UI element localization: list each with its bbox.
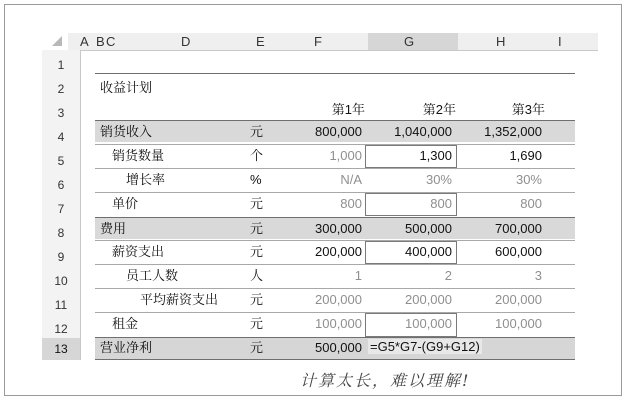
cell-f10[interactable]: 1 [354,268,362,283]
cell-g5[interactable]: 1,300 [419,148,452,163]
cell-h10[interactable]: 3 [534,268,542,283]
cell-g13-formula-edit[interactable]: =G5*G7-(G9+G12) [370,339,480,354]
cell-h11[interactable]: 200,000 [495,292,542,307]
row-header-8[interactable]: 8 [57,226,65,240]
label-salary-expense[interactable]: 薪资支出 [112,244,165,259]
row-header-13[interactable]: 13 [42,338,80,360]
line-r13-bottom [95,359,575,360]
line-r9-top [95,240,575,241]
cell-g8[interactable]: 500,000 [405,221,452,236]
line-r4-top [95,120,575,121]
label-sales-revenue[interactable]: 销货收入 [100,124,153,139]
year-2-header[interactable]: 第2年 [422,102,456,117]
line-r6-top [95,168,575,169]
cell-h7[interactable]: 800 [520,196,542,211]
row-header-4[interactable]: 4 [57,130,65,144]
row-header-12[interactable]: 12 [54,322,68,336]
cell-g10[interactable]: 2 [444,268,452,283]
cell-g12[interactable]: 100,000 [405,316,452,331]
row-header-1[interactable]: 1 [57,58,65,72]
cell-f13[interactable]: 500,000 [315,340,362,355]
label-expenses[interactable]: 费用 [100,221,127,236]
label-operating-profit[interactable]: 营业净利 [100,340,153,355]
line-r5-top [95,144,575,145]
cell-f6[interactable]: N/A [340,172,362,187]
handwritten-note: 计算太长，难以理解! [300,371,471,390]
cell-h9[interactable]: 600,000 [495,244,542,259]
unit-r4[interactable]: 元 [250,124,264,139]
row-header-7[interactable]: 7 [57,202,65,216]
line-r10-top [95,264,575,265]
row-header-10[interactable]: 10 [54,274,68,288]
unit-r5[interactable]: 个 [250,148,264,163]
unit-r10[interactable]: 人 [250,268,264,283]
row-header-2[interactable]: 2 [57,82,65,96]
cell-f12[interactable]: 100,000 [315,316,362,331]
col-header-c[interactable]: C [106,34,116,49]
cell-f7[interactable]: 800 [340,196,362,211]
unit-r12[interactable]: 元 [250,316,264,331]
cell-g4[interactable]: 1,040,000 [394,124,452,139]
label-growth-rate[interactable]: 增长率 [126,172,166,187]
unit-r9[interactable]: 元 [250,244,264,259]
cell-h12[interactable]: 100,000 [495,316,542,331]
cell-g11[interactable]: 200,000 [405,292,452,307]
cell-g9[interactable]: 400,000 [405,244,452,259]
label-headcount[interactable]: 员工人数 [126,268,179,283]
column-header-bar [68,33,598,51]
cell-f9[interactable]: 200,000 [315,244,362,259]
cell-f5[interactable]: 1,000 [329,148,362,163]
unit-r8[interactable]: 元 [250,221,264,236]
col-header-f[interactable]: F [314,34,322,49]
unit-r11[interactable]: 元 [250,292,264,307]
col-header-a[interactable]: A [80,34,89,49]
row-header-5[interactable]: 5 [57,154,65,168]
row-header-6[interactable]: 6 [57,178,65,192]
cell-g7[interactable]: 800 [430,196,452,211]
label-rent[interactable]: 租金 [112,316,139,331]
line-r8-top [95,217,575,218]
cell-f4[interactable]: 800,000 [315,124,362,139]
row-header-11[interactable]: 11 [54,298,68,312]
line-r13-top [95,337,575,338]
col-header-e[interactable]: E [256,34,265,49]
year-1-header[interactable]: 第1年 [331,102,365,117]
cell-h8[interactable]: 700,000 [495,221,542,236]
cell-h5[interactable]: 1,690 [509,148,542,163]
row-header-3[interactable]: 3 [57,106,65,120]
cell-h4[interactable]: 1,352,000 [484,124,542,139]
line-r12-top [95,312,575,313]
plan-title[interactable]: 收益计划 [100,80,153,95]
label-sales-qty[interactable]: 销货数量 [112,148,165,163]
line-r11-top [95,288,575,289]
title-top-line [95,73,575,74]
select-all-corner[interactable] [52,36,62,46]
cell-f8[interactable]: 300,000 [315,221,362,236]
col-header-d[interactable]: D [181,34,191,49]
label-avg-salary[interactable]: 平均薪资支出 [140,292,219,307]
unit-r6[interactable]: % [250,172,262,187]
cell-g6[interactable]: 30% [425,172,452,187]
col-header-g[interactable]: G [404,34,415,49]
line-r7-top [95,192,575,193]
year-3-header[interactable]: 第3年 [511,102,545,117]
unit-r7[interactable]: 元 [250,196,264,211]
unit-r13[interactable]: 元 [250,340,264,355]
col-header-i[interactable]: I [558,34,562,49]
cell-f11[interactable]: 200,000 [315,292,362,307]
col-header-b[interactable]: B [96,34,105,49]
cell-h6[interactable]: 30% [515,172,542,187]
row-header-9[interactable]: 9 [57,250,65,264]
label-unit-price[interactable]: 单价 [112,196,139,211]
col-header-h[interactable]: H [496,34,506,49]
